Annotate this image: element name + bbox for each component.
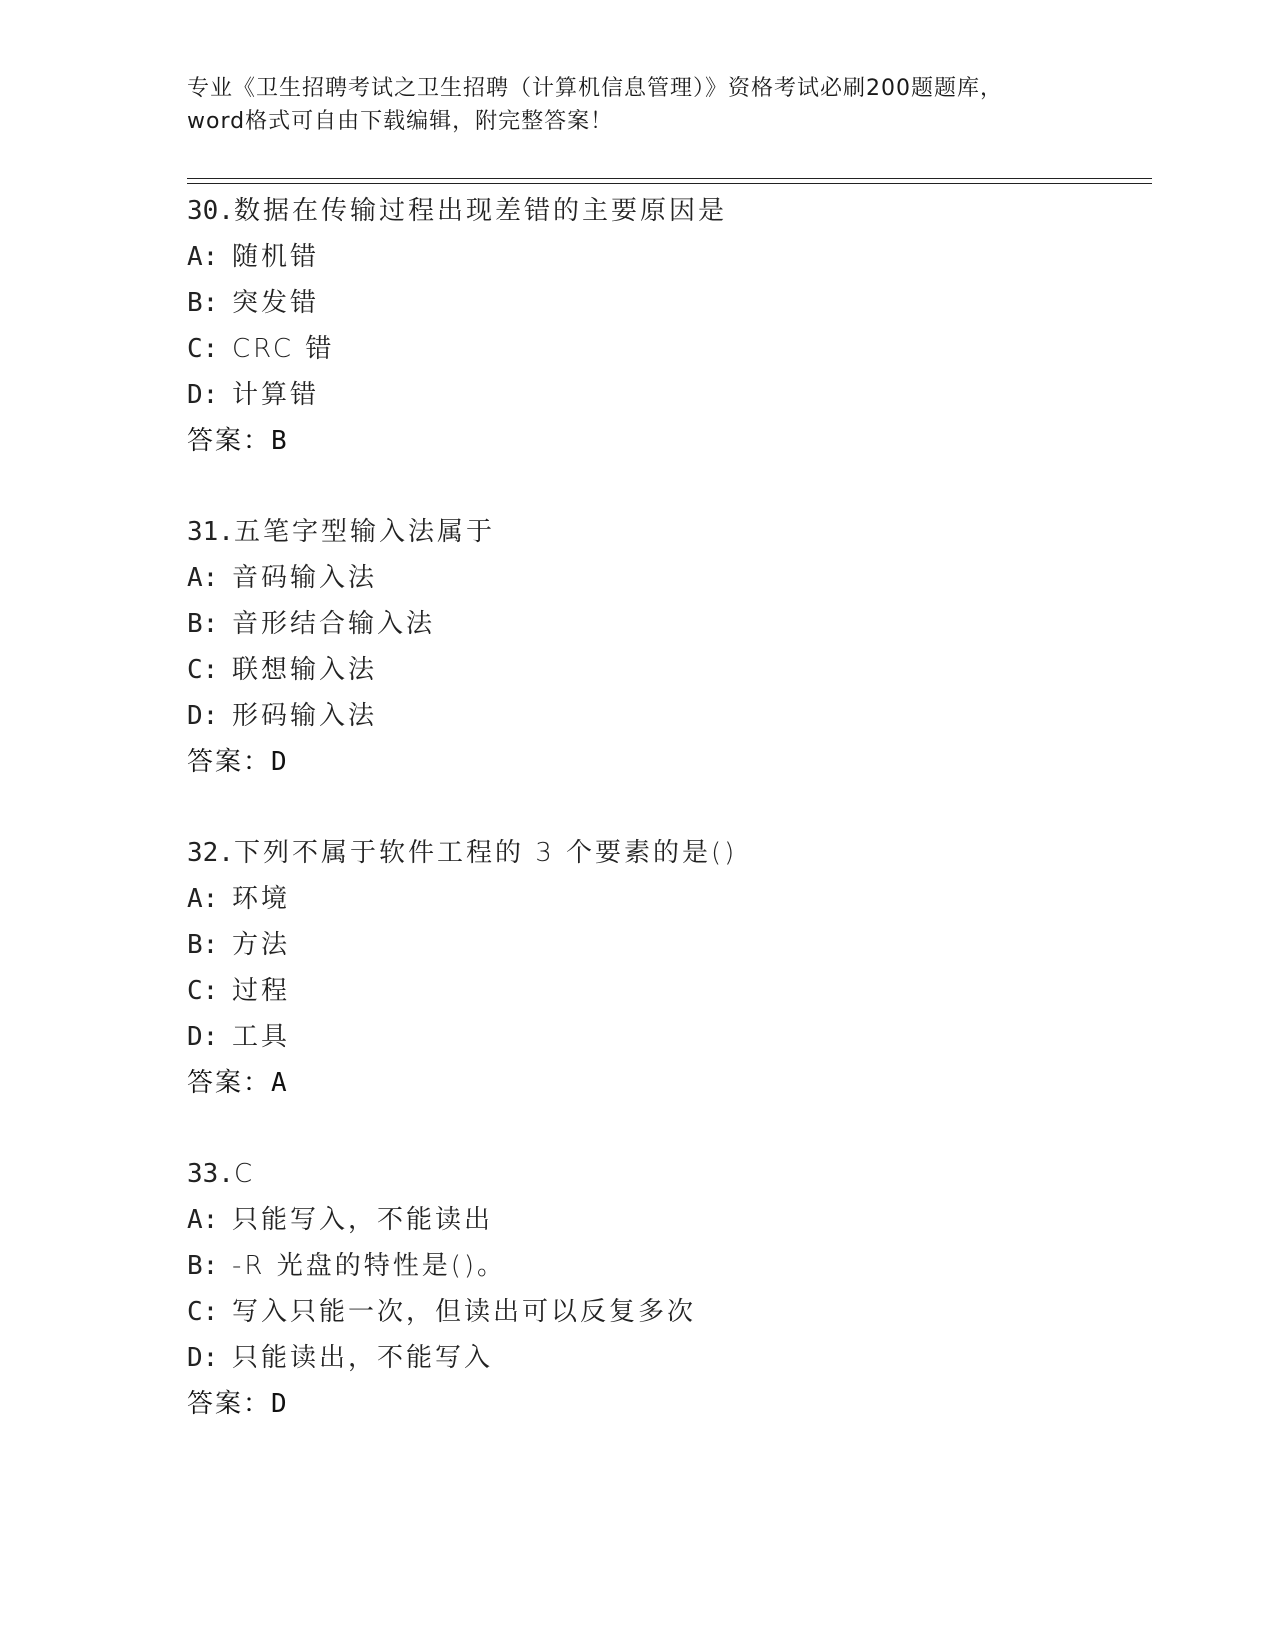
question-number: 31. xyxy=(187,517,234,547)
question-stem xyxy=(187,830,1152,876)
option-key: A: xyxy=(187,242,219,272)
option-key: A: xyxy=(187,1205,219,1235)
option-d xyxy=(187,372,1152,418)
option-key: A: xyxy=(187,563,219,593)
question-list xyxy=(187,188,1152,1472)
option-text: 工具 xyxy=(232,1022,291,1052)
question-text: 五笔字型输入法属于 xyxy=(233,517,495,547)
option-text: -R 光盘的特性是()。 xyxy=(232,1251,506,1281)
option-text: 音形结合输入法 xyxy=(232,609,436,639)
question-32 xyxy=(187,830,1152,1106)
question-stem xyxy=(187,509,1152,555)
option-key: D: xyxy=(187,1343,219,1373)
option-key: C: xyxy=(187,334,219,364)
option-b xyxy=(187,1243,1152,1289)
option-text: 突发错 xyxy=(232,288,320,318)
question-33 xyxy=(187,1151,1152,1427)
option-text: 联想输入法 xyxy=(232,655,378,685)
question-text: 下列不属于软件工程的 3 个要素的是() xyxy=(233,838,738,868)
option-a xyxy=(187,876,1152,922)
option-d xyxy=(187,693,1152,739)
option-key: D: xyxy=(187,380,219,410)
option-text: 计算错 xyxy=(232,380,320,410)
option-text: 过程 xyxy=(232,976,291,1006)
option-text: 只能写入，不能读出 xyxy=(232,1205,494,1235)
answer-label: 答案： xyxy=(187,1389,272,1419)
question-30 xyxy=(187,188,1152,464)
option-c xyxy=(187,968,1152,1014)
question-text: 数据在传输过程出现差错的主要原因是 xyxy=(233,196,727,226)
answer-line xyxy=(187,1060,1152,1106)
option-c xyxy=(187,326,1152,372)
option-text: 只能读出，不能写入 xyxy=(232,1343,494,1373)
option-key: C: xyxy=(187,976,219,1006)
option-key: C: xyxy=(187,1297,219,1327)
option-key: B: xyxy=(187,288,219,318)
answer-line xyxy=(187,739,1152,785)
option-b xyxy=(187,922,1152,968)
document-header xyxy=(187,72,1087,138)
question-31 xyxy=(187,509,1152,785)
answer-value: A xyxy=(271,1068,287,1098)
answer-value: D xyxy=(271,1389,287,1419)
option-text: 形码输入法 xyxy=(232,701,378,731)
option-b xyxy=(187,280,1152,326)
option-c xyxy=(187,647,1152,693)
option-key: A: xyxy=(187,884,219,914)
option-key: D: xyxy=(187,701,219,731)
question-number: 33. xyxy=(187,1159,234,1189)
option-d xyxy=(187,1014,1152,1060)
option-text: 音码输入法 xyxy=(232,563,378,593)
option-a xyxy=(187,555,1152,601)
option-text: 随机错 xyxy=(232,242,320,272)
answer-line xyxy=(187,1381,1152,1427)
option-text: 环境 xyxy=(232,884,291,914)
question-text: C xyxy=(233,1159,256,1189)
question-number: 32. xyxy=(187,838,234,868)
option-key: B: xyxy=(187,609,219,639)
header-divider-top xyxy=(187,178,1152,179)
answer-label: 答案： xyxy=(187,1068,272,1098)
option-key: D: xyxy=(187,1022,219,1052)
question-stem xyxy=(187,188,1152,234)
answer-value: B xyxy=(271,426,287,456)
answer-value: D xyxy=(271,747,287,777)
option-text: 方法 xyxy=(232,930,291,960)
option-key: B: xyxy=(187,1251,219,1281)
option-c xyxy=(187,1289,1152,1335)
option-text: 写入只能一次，但读出可以反复多次 xyxy=(232,1297,697,1327)
answer-line xyxy=(187,418,1152,464)
option-b xyxy=(187,601,1152,647)
question-number: 30. xyxy=(187,196,234,226)
answer-label: 答案： xyxy=(187,426,272,456)
option-a xyxy=(187,1197,1152,1243)
option-key: B: xyxy=(187,930,219,960)
header-line-2: word格式可自由下载编辑，附完整答案！ xyxy=(187,109,614,134)
header-line-1: 专业《卫生招聘考试之卫生招聘（计算机信息管理）》资格考试必刷200题题库， xyxy=(187,76,1003,101)
option-a xyxy=(187,234,1152,280)
option-d xyxy=(187,1335,1152,1381)
answer-label: 答案： xyxy=(187,747,272,777)
option-key: C: xyxy=(187,655,219,685)
header-divider-bottom xyxy=(187,183,1152,184)
option-text: CRC 错 xyxy=(232,334,335,364)
question-stem xyxy=(187,1151,1152,1197)
